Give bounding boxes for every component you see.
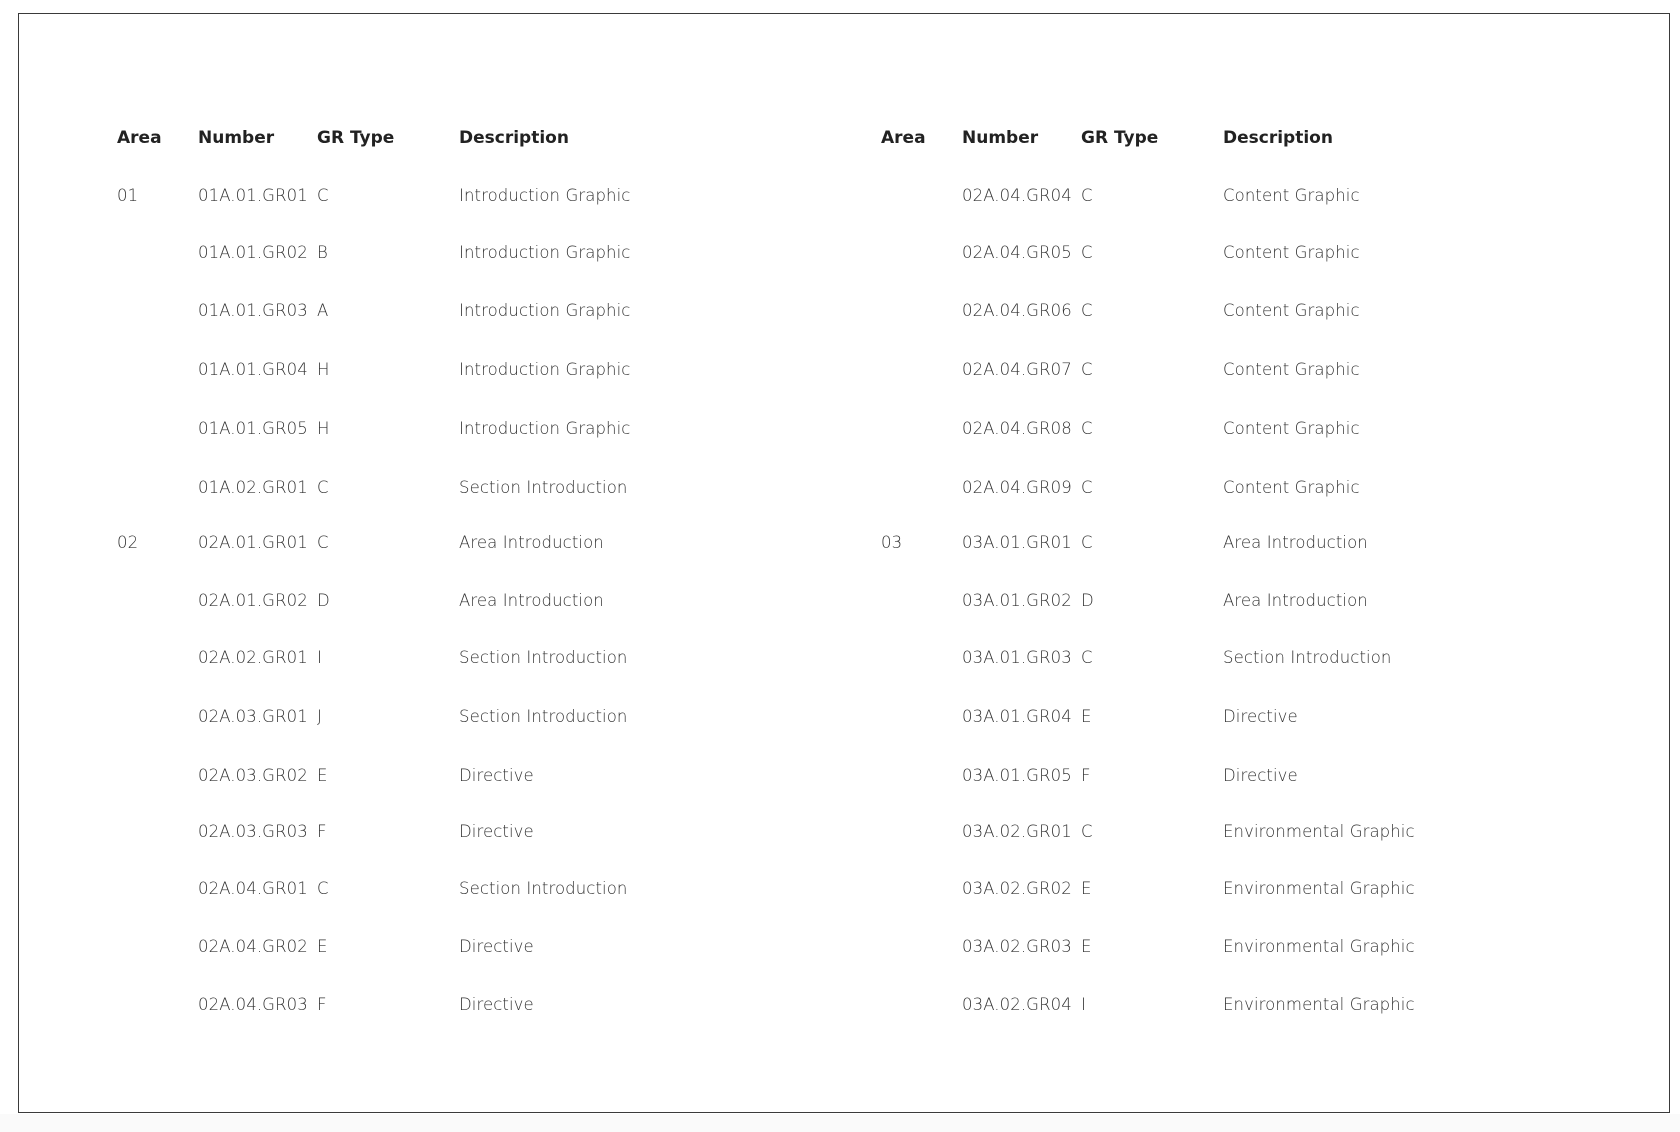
cell-description: Environmental Graphic <box>1223 937 1415 956</box>
cell-description: Area Introduction <box>1223 591 1368 610</box>
cell-number: 01A.01.GR05 <box>198 419 308 438</box>
header-description: Description <box>459 128 569 148</box>
cell-gr-type: C <box>1081 648 1093 667</box>
cell-number: 03A.02.GR04 <box>962 995 1072 1014</box>
cell-description: Directive <box>1223 707 1298 726</box>
cell-gr-type: C <box>317 478 329 497</box>
cell-description: Directive <box>1223 766 1298 785</box>
cell-number: 01A.02.GR01 <box>198 478 308 497</box>
header-description: Description <box>1223 128 1333 148</box>
cell-number: 02A.04.GR01 <box>198 879 308 898</box>
cell-gr-type: C <box>1081 419 1093 438</box>
cell-description: Section Introduction <box>1223 648 1392 667</box>
cell-number: 03A.02.GR02 <box>962 879 1072 898</box>
header-area: Area <box>881 128 926 148</box>
cell-description: Area Introduction <box>459 591 604 610</box>
cell-gr-type: B <box>317 243 328 262</box>
cell-gr-type: C <box>1081 478 1093 497</box>
cell-description: Introduction Graphic <box>459 301 631 320</box>
cell-gr-type: C <box>1081 822 1093 841</box>
cell-number: 01A.01.GR03 <box>198 301 308 320</box>
cell-gr-type: H <box>317 419 330 438</box>
cell-number: 02A.04.GR09 <box>962 478 1072 497</box>
cell-description: Environmental Graphic <box>1223 879 1415 898</box>
cell-description: Content Graphic <box>1223 243 1360 262</box>
cell-description: Introduction Graphic <box>459 419 631 438</box>
cell-description: Content Graphic <box>1223 419 1360 438</box>
cell-description: Directive <box>459 937 534 956</box>
header-gr-type: GR Type <box>1081 128 1159 148</box>
cell-gr-type: A <box>317 301 329 320</box>
cell-number: 02A.02.GR01 <box>198 648 308 667</box>
cell-area: 01 <box>117 186 139 205</box>
cell-gr-type: F <box>317 995 327 1014</box>
cell-gr-type: C <box>1081 360 1093 379</box>
cell-number: 02A.04.GR07 <box>962 360 1072 379</box>
cell-number: 03A.01.GR01 <box>962 533 1072 552</box>
cell-gr-type: E <box>1081 937 1092 956</box>
cell-number: 03A.02.GR01 <box>962 822 1072 841</box>
cell-description: Content Graphic <box>1223 186 1360 205</box>
cell-description: Directive <box>459 995 534 1014</box>
cell-number: 03A.01.GR02 <box>962 591 1072 610</box>
header-number: Number <box>962 128 1039 148</box>
cell-gr-type: D <box>1081 591 1094 610</box>
cell-area: 02 <box>117 533 139 552</box>
cell-number: 02A.03.GR03 <box>198 822 308 841</box>
cell-number: 01A.01.GR02 <box>198 243 308 262</box>
cell-number: 02A.01.GR01 <box>198 533 308 552</box>
header-area: Area <box>117 128 162 148</box>
cell-number: 03A.01.GR03 <box>962 648 1072 667</box>
cell-gr-type: C <box>317 186 329 205</box>
cell-gr-type: E <box>317 766 328 785</box>
cell-number: 01A.01.GR04 <box>198 360 308 379</box>
cell-gr-type: I <box>1081 995 1086 1014</box>
cell-description: Content Graphic <box>1223 478 1360 497</box>
cell-description: Section Introduction <box>459 707 628 726</box>
document-frame <box>18 13 1670 1113</box>
cell-gr-type: C <box>317 879 329 898</box>
cell-description: Introduction Graphic <box>459 360 631 379</box>
cell-number: 02A.04.GR04 <box>962 186 1072 205</box>
cell-gr-type: C <box>1081 533 1093 552</box>
cell-description: Directive <box>459 766 534 785</box>
cell-description: Area Introduction <box>459 533 604 552</box>
cell-number: 02A.04.GR06 <box>962 301 1072 320</box>
cell-number: 03A.01.GR05 <box>962 766 1072 785</box>
cell-description: Content Graphic <box>1223 301 1360 320</box>
cell-number: 02A.04.GR03 <box>198 995 308 1014</box>
cell-gr-type: I <box>317 648 322 667</box>
cell-area: 03 <box>881 533 903 552</box>
cell-number: 01A.01.GR01 <box>198 186 308 205</box>
cell-gr-type: D <box>317 591 330 610</box>
cell-number: 03A.02.GR03 <box>962 937 1072 956</box>
cell-gr-type: J <box>317 707 322 726</box>
cell-gr-type: F <box>1081 766 1091 785</box>
cell-description: Environmental Graphic <box>1223 995 1415 1014</box>
cell-number: 02A.03.GR02 <box>198 766 308 785</box>
cell-description: Area Introduction <box>1223 533 1368 552</box>
cell-gr-type: C <box>1081 301 1093 320</box>
cell-number: 02A.04.GR02 <box>198 937 308 956</box>
cell-number: 02A.03.GR01 <box>198 707 308 726</box>
cell-number: 02A.04.GR05 <box>962 243 1072 262</box>
header-number: Number <box>198 128 275 148</box>
cell-gr-type: C <box>1081 243 1093 262</box>
cell-number: 02A.01.GR02 <box>198 591 308 610</box>
cell-description: Directive <box>459 822 534 841</box>
cell-description: Content Graphic <box>1223 360 1360 379</box>
cell-description: Section Introduction <box>459 879 628 898</box>
cell-description: Section Introduction <box>459 478 628 497</box>
page-bottom-band <box>0 1114 1680 1132</box>
cell-description: Section Introduction <box>459 648 628 667</box>
cell-description: Environmental Graphic <box>1223 822 1415 841</box>
cell-gr-type: E <box>1081 879 1092 898</box>
cell-gr-type: E <box>317 937 328 956</box>
cell-gr-type: F <box>317 822 327 841</box>
cell-gr-type: E <box>1081 707 1092 726</box>
cell-gr-type: C <box>317 533 329 552</box>
cell-description: Introduction Graphic <box>459 186 631 205</box>
cell-description: Introduction Graphic <box>459 243 631 262</box>
cell-number: 03A.01.GR04 <box>962 707 1072 726</box>
header-gr-type: GR Type <box>317 128 395 148</box>
cell-number: 02A.04.GR08 <box>962 419 1072 438</box>
cell-gr-type: H <box>317 360 330 379</box>
cell-gr-type: C <box>1081 186 1093 205</box>
